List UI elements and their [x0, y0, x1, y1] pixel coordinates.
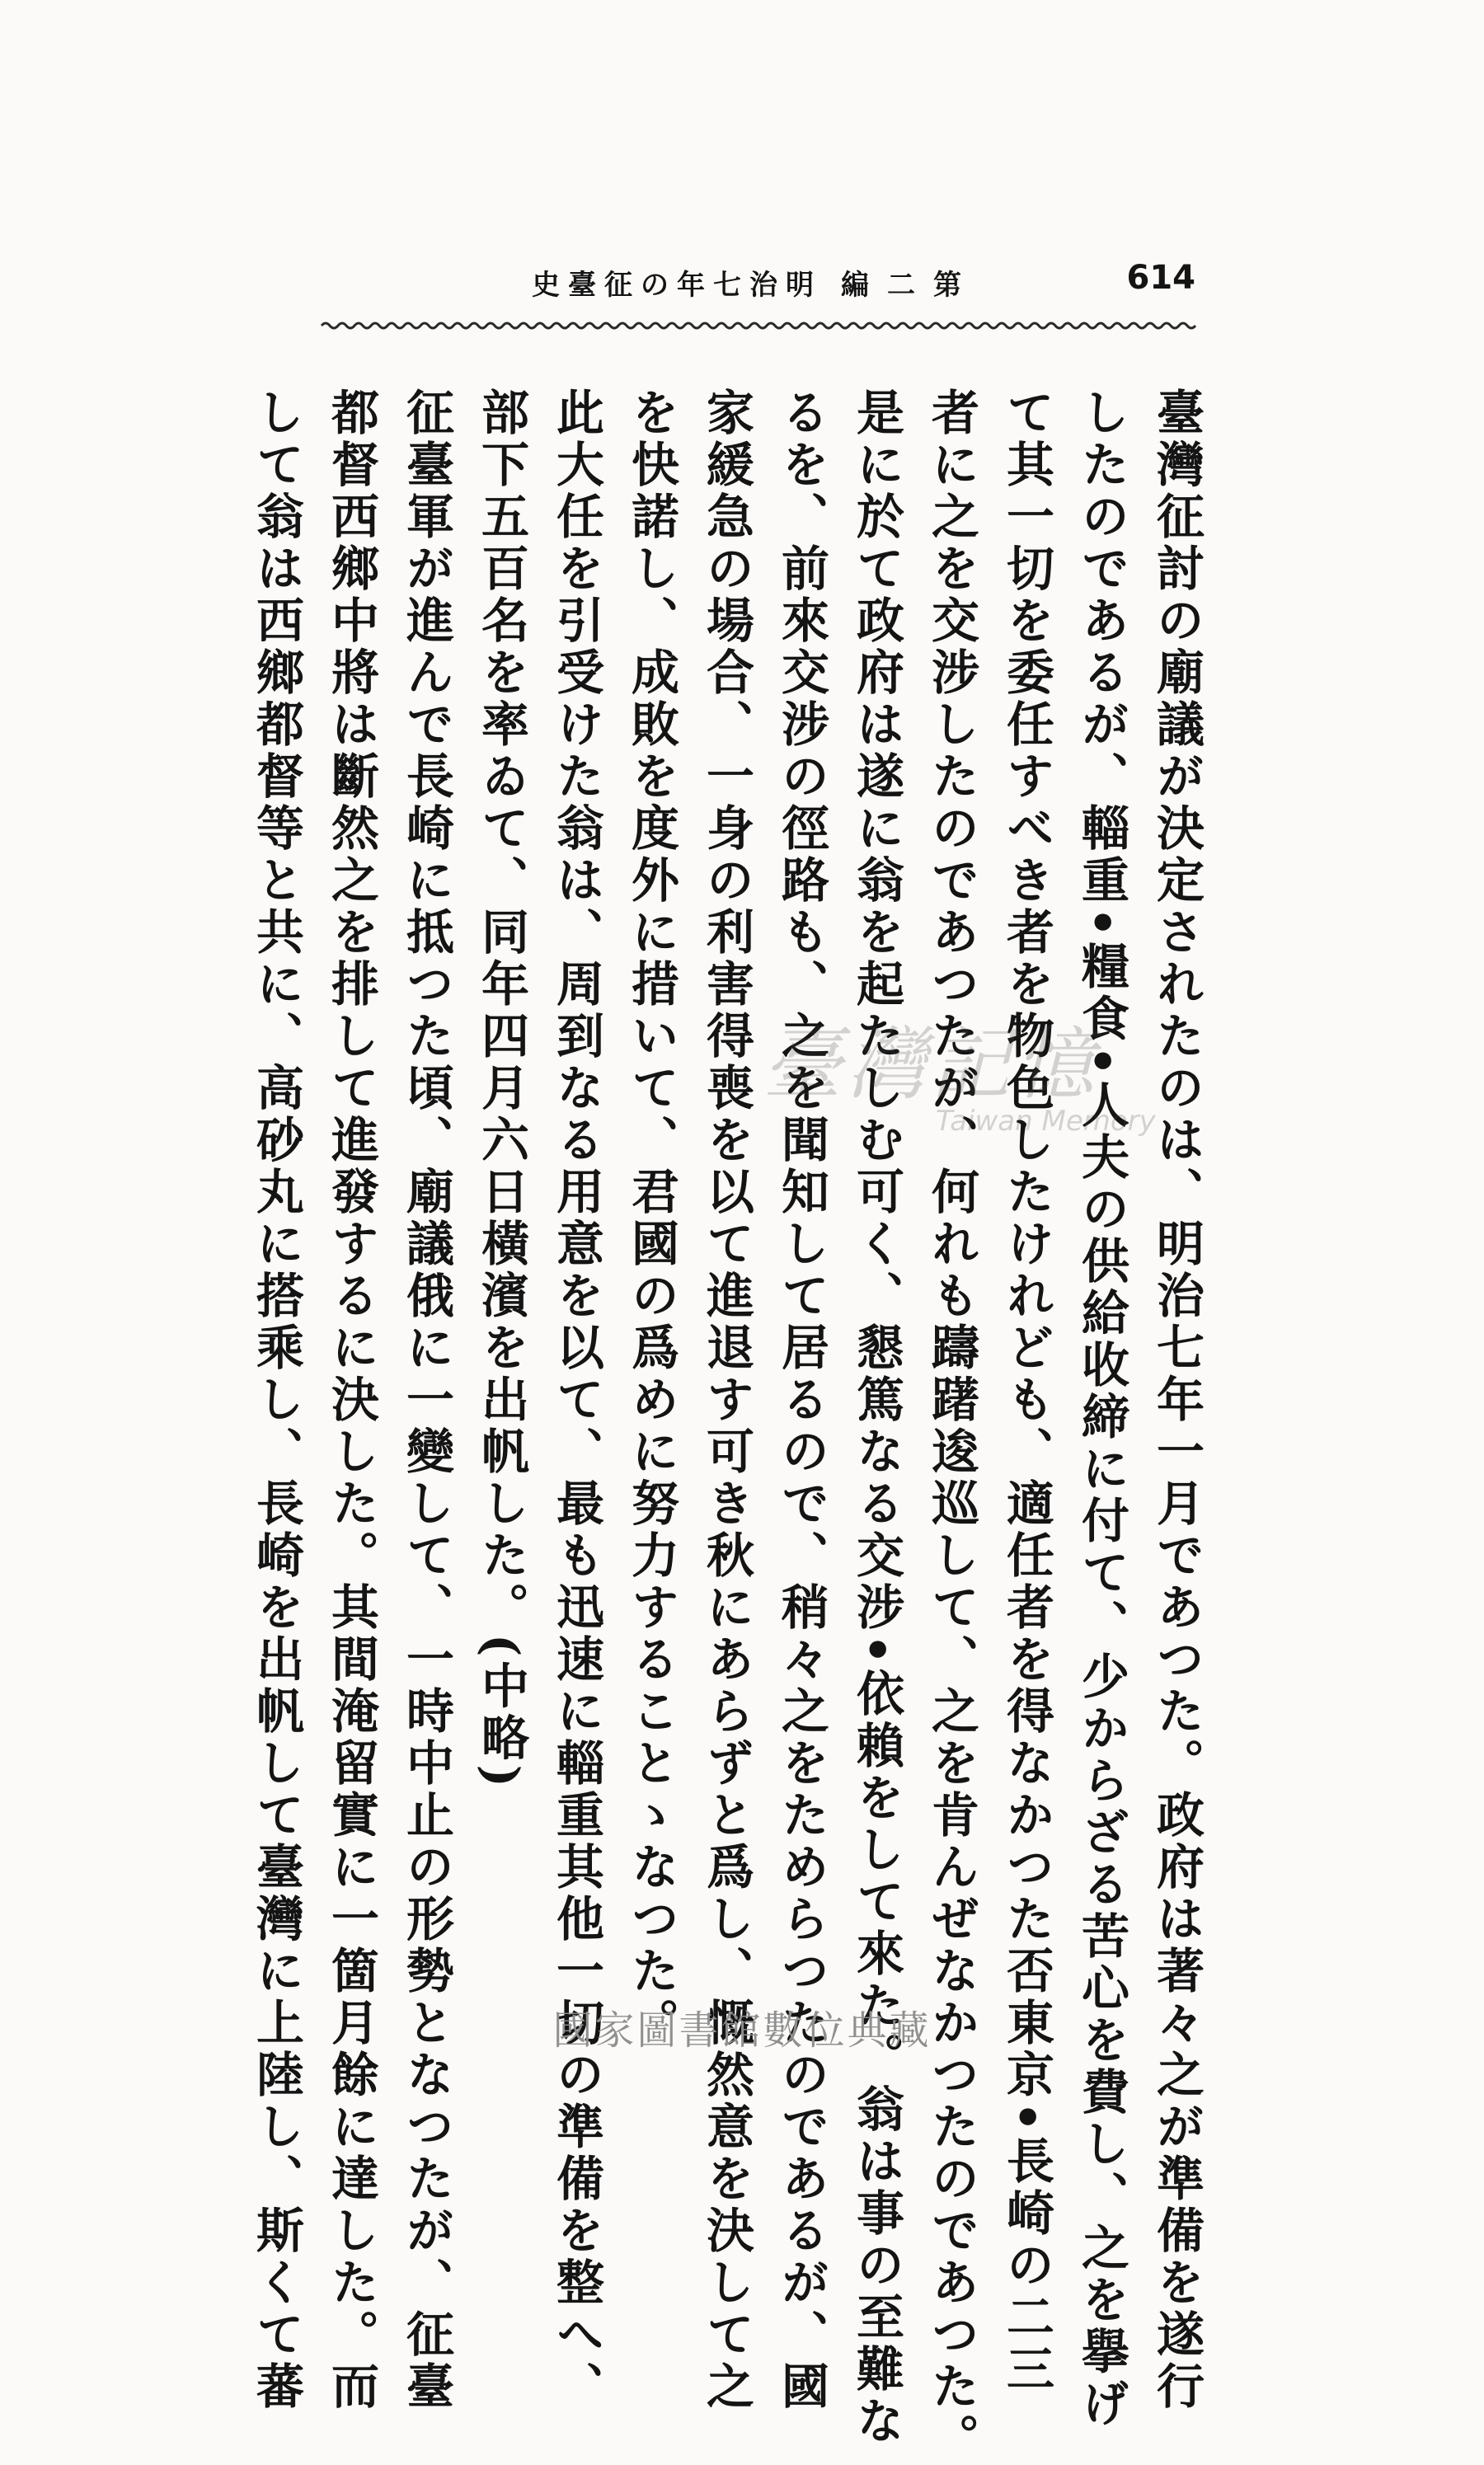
- section-label: 第二編: [841, 269, 979, 302]
- text-column: 征臺軍が進んで長崎に抵つた頃、廟議俄に一變して、一時中止の形勢となつたが、征臺: [398, 387, 454, 2413]
- text-column: 是に於て政府は遂に翁を起たしむ可く、懇篤なる交涉•依賴をして來た。翁は事の至難な: [848, 387, 904, 2449]
- header-wavy-rule: [322, 320, 1200, 331]
- text-column: して翁は西鄉都督等と共に、高砂丸に搭乘し、長崎を出帆して臺灣に上陸し、斯くて蕃: [248, 387, 304, 2413]
- footer-credit: 國家圖書館數位典藏: [552, 2007, 932, 2054]
- text-column: 部下五百名を率ゐて、同年四月六日橫濱を出帆した。(中略): [473, 387, 529, 1791]
- text-column: て其一切を委任すべき者を物色したけれども、適任者を得なかつた否東京•長崎の二三: [998, 387, 1054, 2397]
- text-column: 者に之を交涉したのであつたが、何れも躊躇逡巡して、之を肯んぜなかつたのであつた。: [923, 387, 979, 2465]
- text-column: を快諾し、成敗を度外に措いて、君國の爲めに努力することゝなつた。: [623, 387, 679, 2049]
- page-number: 614: [1126, 259, 1195, 297]
- text-column: 臺灣征討の廟議が決定されたのは、明治七年一月であつた。政府は著々之が準備を遂行: [1148, 387, 1205, 2413]
- page-header: [330, 259, 1195, 312]
- text-column: 家緩急の場合、一身の利害得喪を以て進退す可き秋にあらずと爲し、慨然意を決して之: [698, 387, 754, 2413]
- running-title: 明治七年の征臺史: [532, 269, 822, 302]
- text-column: 此大任を引受けた翁は、周到なる用意を以て、最も迅速に輜重其他一切の準備を整へ、: [548, 387, 604, 2413]
- watermark-logo-text: 臺灣記憶: [763, 1018, 1099, 1110]
- text-column: したのであるが、輜重•糧食•人夫の供給收締に付て、少からざる苦心を費し、之を擧げ: [1073, 387, 1129, 2431]
- text-column: るを、前來交涉の徑路も、之を聞知して居るので、稍々之をためらつたのであるが、國: [773, 387, 829, 2413]
- watermark-logo-subtext: Taiwan Memory: [936, 1105, 1156, 1138]
- text-column: 都督西鄉中將は斷然之を排して進發するに決した。其間淹留實に一箇月餘に達した。而: [323, 387, 379, 2413]
